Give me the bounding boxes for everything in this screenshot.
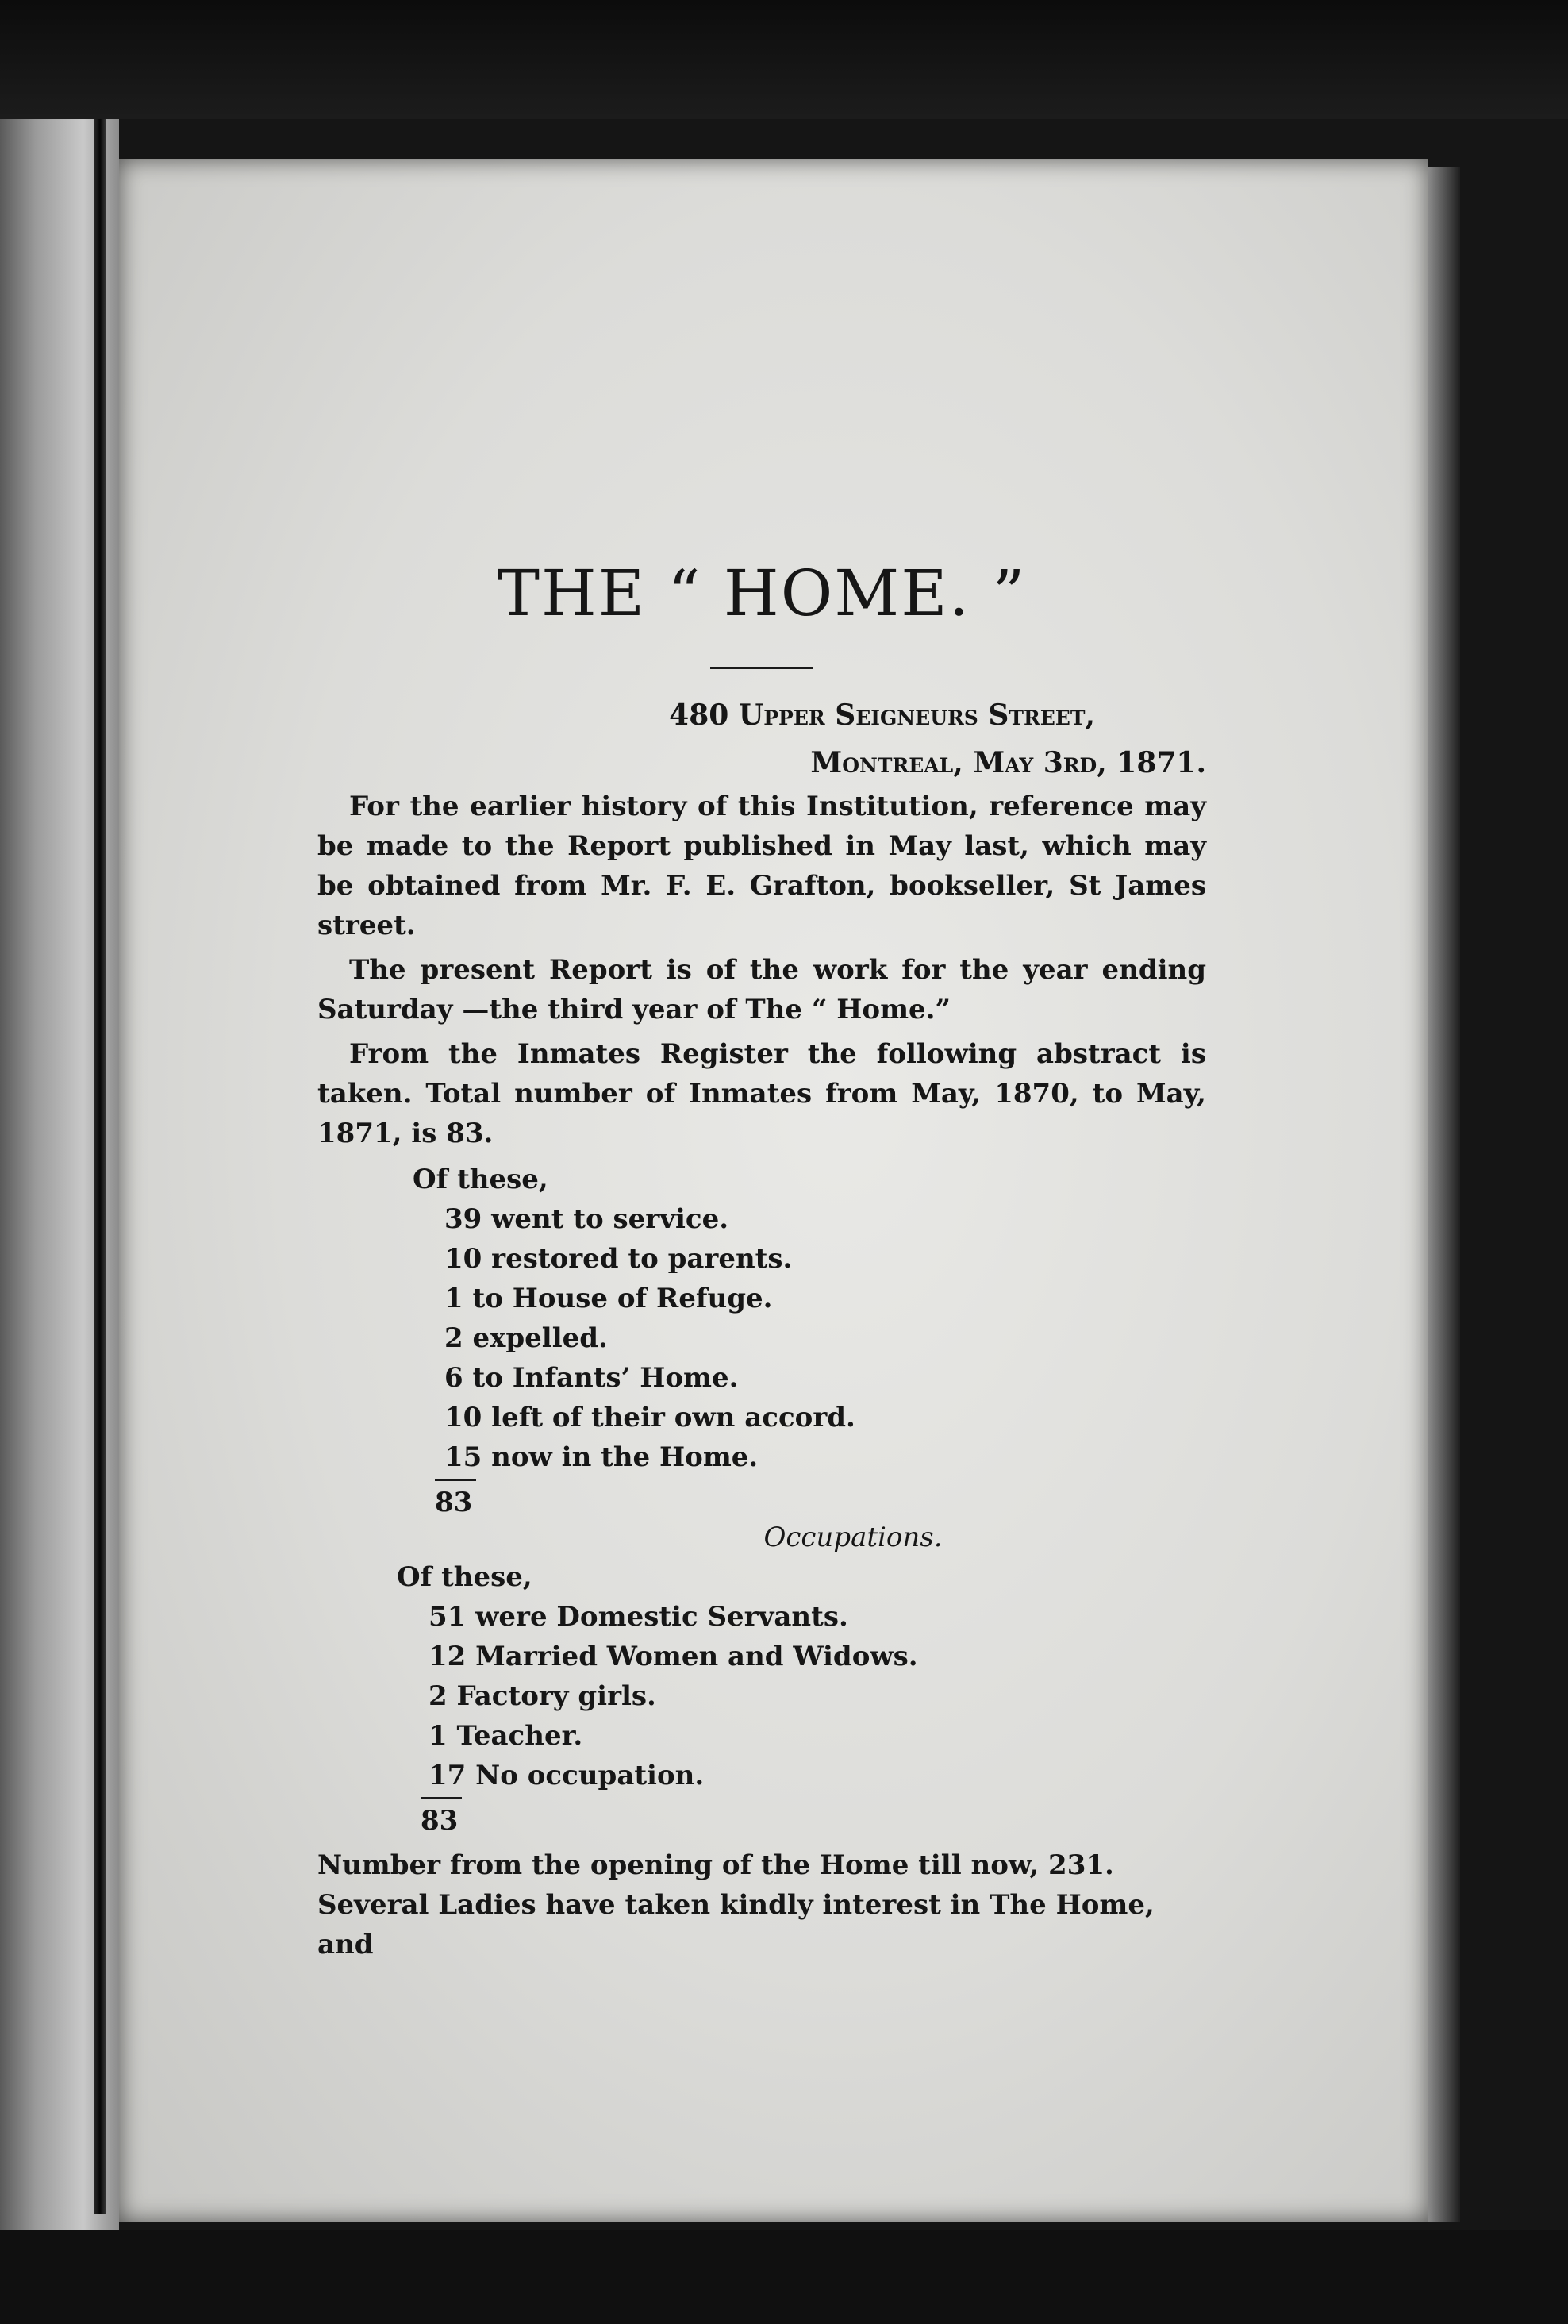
inmates-total: 83: [435, 1487, 473, 1518]
title-divider: [710, 667, 813, 669]
occupations-total: 83: [421, 1805, 459, 1837]
list-item: 10 restored to parents.: [444, 1243, 793, 1275]
sum-rule: [435, 1479, 476, 1481]
list-item: 1 to House of Refuge.: [444, 1283, 773, 1314]
list-item: 12 Married Women and Widows.: [429, 1641, 918, 1672]
page-text: [317, 556, 1206, 1964]
list-item: 2 expelled.: [444, 1322, 608, 1354]
paragraph-history: For the earlier history of this Institution, reference may be made to the Report published in May last, which may be obtained from Mr. F. E. Grafton, bookseller, St James street.: [317, 791, 1206, 941]
list-item: 6 to Infants’ Home.: [444, 1362, 739, 1394]
sum-rule: [421, 1797, 462, 1799]
list-item: 1 Teacher.: [429, 1720, 583, 1752]
list-item: 2 Factory girls.: [429, 1680, 656, 1712]
film-border-top: [0, 0, 1568, 119]
occupations-intro: Of these,: [397, 1561, 532, 1593]
address-date: Montreal, May 3rd, 1871.: [810, 746, 1206, 779]
list-item: 51 were Domestic Servants.: [429, 1601, 848, 1633]
inmates-intro: Of these,: [413, 1164, 548, 1195]
list-item: 10 left of their own accord.: [444, 1402, 855, 1433]
closing-line-ladies: Several Ladies have taken kindly interest in The Home, and: [317, 1889, 1155, 1960]
address-street: 480 Upper Seigneurs Street,: [669, 698, 1095, 732]
book-spine: [94, 119, 106, 2214]
paragraph-abstract: From the Inmates Register the following abstract is taken. Total number of Inmates from May, 1870, to May, 1871, is 83.: [317, 1038, 1206, 1149]
occupations-heading: Occupations.: [763, 1522, 943, 1553]
inmates-list: [317, 1199, 1206, 1477]
closing-line-count: Number from the opening of the Home till now, 231.: [317, 1849, 1114, 1881]
list-item: 15 now in the Home.: [444, 1441, 759, 1473]
film-border-bottom: [0, 2230, 1568, 2324]
occupations-list: [317, 1597, 1206, 1795]
page-title: THE “ HOME. ”: [497, 556, 1027, 630]
list-item: 17 No occupation.: [429, 1760, 705, 1791]
list-item: 39 went to service.: [444, 1203, 729, 1235]
page-right-edge: [1428, 167, 1460, 2222]
paragraph-report: The present Report is of the work for the year ending Saturday —the third year of The “ Home.”: [317, 954, 1206, 1025]
